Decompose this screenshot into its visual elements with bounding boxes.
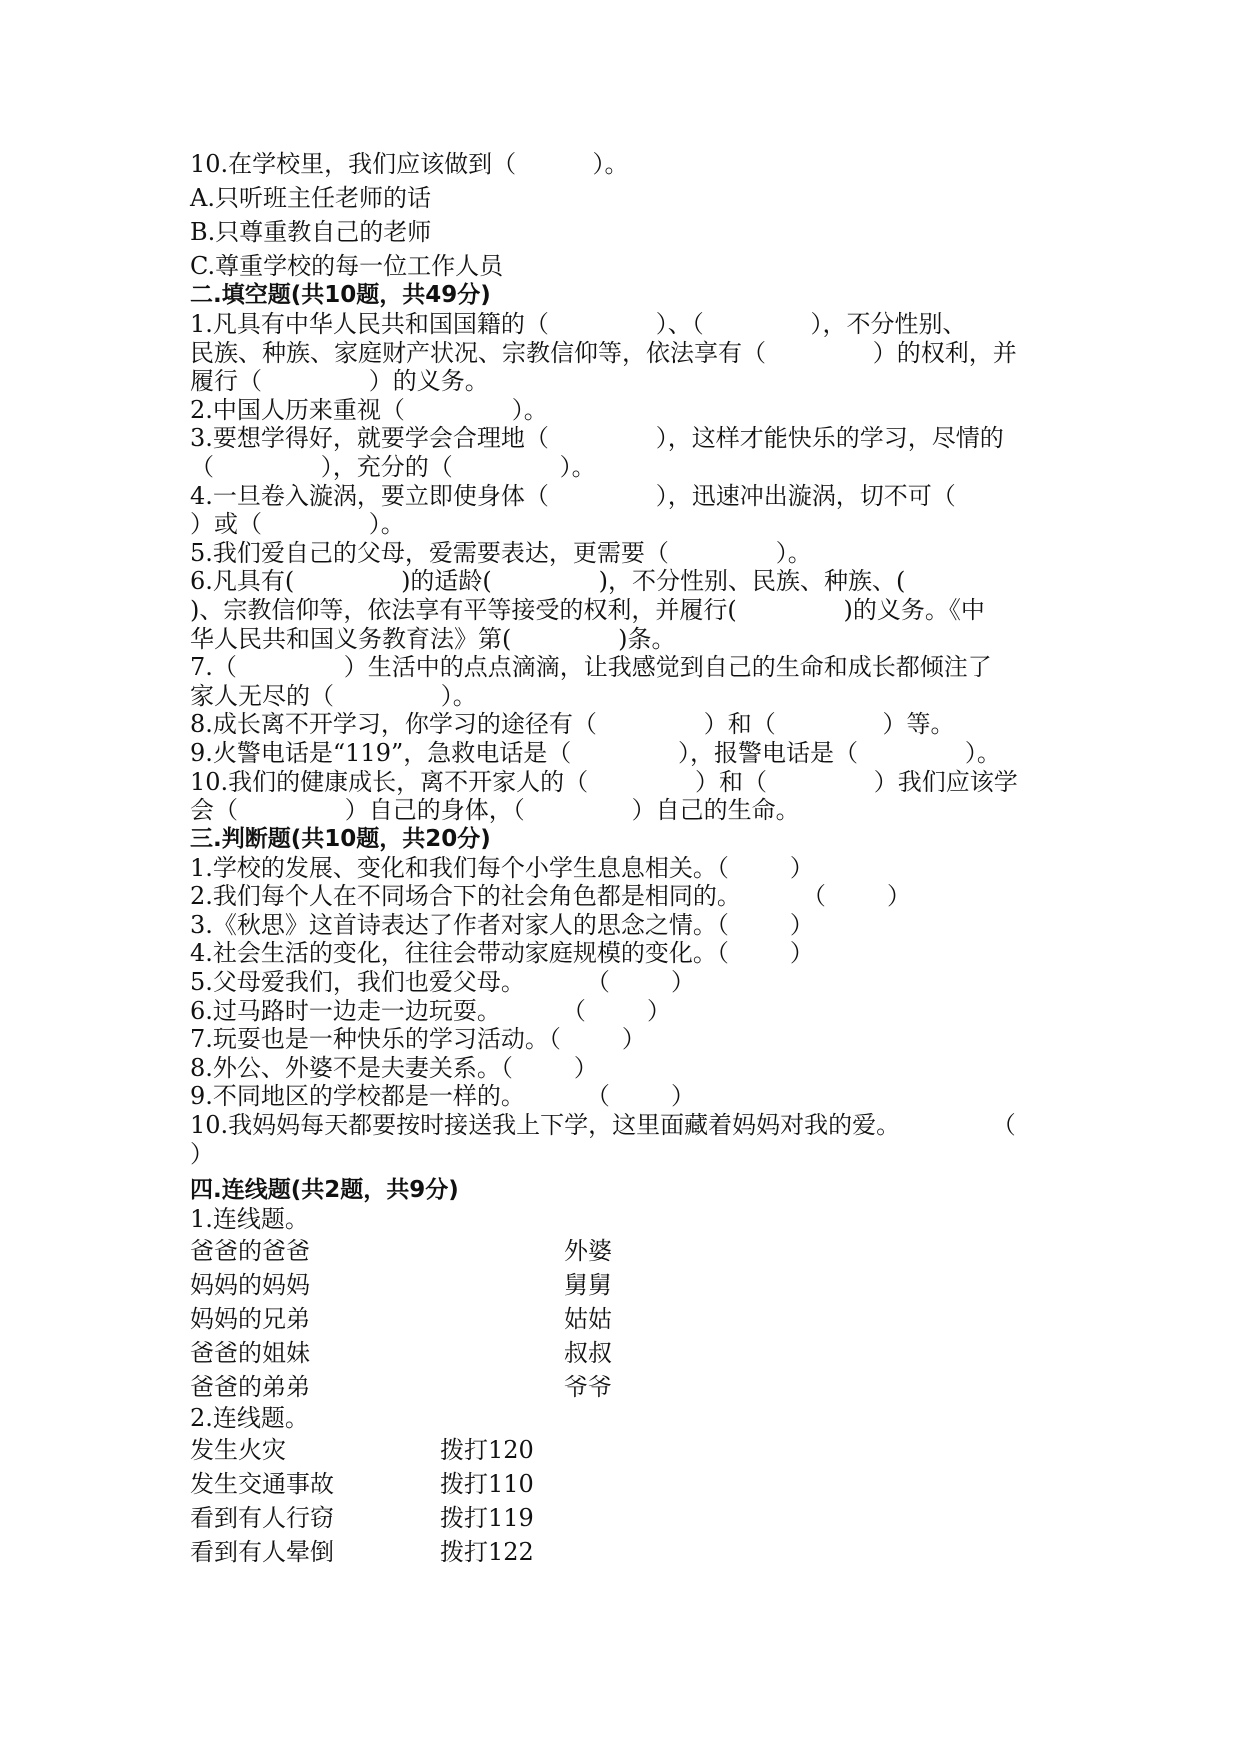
- match-q2-row: [190, 1467, 1070, 1501]
- match-q2-right: 拨打110: [440, 1470, 534, 1499]
- match-q2-right: 拨打120: [440, 1436, 534, 1465]
- mc-option-c: C.尊重学校的每一位工作人员: [190, 252, 504, 280]
- fill-q1-line3: 履行（ ）的义务。: [190, 367, 489, 396]
- match-q2-right: 拨打119: [440, 1504, 534, 1533]
- section-heading-fill: 二.填空题(共10题，共49分): [190, 282, 491, 308]
- mc-option-a: A.只听班主任老师的话: [190, 184, 431, 212]
- fill-question-list: [190, 310, 1070, 825]
- match-q2-title: 2.连线题。: [190, 1404, 309, 1433]
- fill-q1-line1: 1.凡具有中华人民共和国国籍的（ ）、（ ），不分性别、: [190, 310, 967, 338]
- match-q1-row: [190, 1302, 1070, 1336]
- match-q1-right: 舅舅: [564, 1271, 612, 1300]
- match-q1-row: [190, 1336, 1070, 1370]
- match-q2-row: [190, 1501, 1070, 1535]
- fill-q3-line2: （ ），充分的（ ）。: [190, 452, 596, 481]
- match-q1-left: 爸爸的姐妹: [190, 1339, 310, 1368]
- match-q1-left: 爸爸的弟弟: [190, 1373, 310, 1402]
- section-heading-judge: 三.判断题(共10题，共20分): [190, 825, 491, 852]
- match-q1-row: [190, 1268, 1070, 1302]
- judge-q10-line1: 10.我妈妈每天都要按时接送我上下学，这里面藏着妈妈对我的爱。 （: [190, 1111, 1016, 1140]
- judge-q2: 2.我们每个人在不同场合下的社会角色都是相同的。 （ ）: [190, 882, 911, 911]
- fill-q4-line2: ）或（ ）。: [190, 510, 405, 539]
- fill-q6-line3: 华人民共和国义务教育法》第( )条。: [190, 624, 676, 653]
- judge-q9: 9.不同地区的学校都是一样的。 （ ）: [190, 1082, 695, 1111]
- fill-q6-line2: )、宗教信仰等，依法享有平等接受的权利，并履行( )的义务。《中: [190, 595, 985, 624]
- judge-q8: 8.外公、外婆不是夫妻关系。（ ）: [190, 1053, 598, 1082]
- page-content: [190, 150, 1070, 1569]
- judge-q6: 6.过马路时一边走一边玩耍。 （ ）: [190, 996, 671, 1025]
- fill-q10-line1: 10.我们的健康成长，离不开家人的（ ）和（ ）我们应该学: [190, 767, 1018, 796]
- match-q1-left: 妈妈的兄弟: [190, 1305, 310, 1334]
- match-q2-row: [190, 1433, 1070, 1467]
- fill-q10-line2: 会（ ）自己的身体，（ ）自己的生命。: [190, 796, 800, 825]
- match-q2-left: 发生交通事故: [190, 1470, 334, 1499]
- match-q2-row: [190, 1535, 1070, 1569]
- judge-question-list: [190, 854, 1070, 1169]
- section-heading-match: 四.连线题(共2题，共9分): [190, 1177, 459, 1204]
- match-q1-right: 爷爷: [564, 1373, 612, 1402]
- mc-question-10: 10.在学校里，我们应该做到（ ）。: [190, 150, 629, 178]
- fill-q3-line1: 3.要想学得好，就要学会合理地（ ），这样才能快乐的学习，尽情的: [190, 424, 1004, 453]
- match-q1-left: 爸爸的爸爸: [190, 1237, 310, 1266]
- judge-q4: 4.社会生活的变化，往往会带动家庭规模的变化。（ ）: [190, 939, 814, 968]
- judge-q7: 7.玩耍也是一种快乐的学习活动。（ ）: [190, 1025, 646, 1054]
- fill-q6-line1: 6.凡具有( )的适龄( )，不分性别、民族、种族、(: [190, 567, 906, 596]
- fill-q8: 8.成长离不开学习，你学习的途径有（ ）和（ ）等。: [190, 710, 955, 739]
- match-q1-right: 叔叔: [564, 1339, 612, 1368]
- match-q1-row: [190, 1234, 1070, 1268]
- fill-q4-line1: 4.一旦卷入漩涡，要立即使身体（ ），迅速冲出漩涡，切不可（: [190, 481, 956, 510]
- fill-q5: 5.我们爱自己的父母，爱需要表达，更需要（ ）。: [190, 538, 812, 567]
- match-q2-left: 发生火灾: [190, 1436, 286, 1465]
- match-q2-right: 拨打122: [440, 1538, 534, 1567]
- match-q1-right: 姑姑: [564, 1305, 612, 1334]
- match-q2-left: 看到有人行窃: [190, 1504, 334, 1533]
- match-q1-right: 外婆: [564, 1237, 612, 1266]
- match-q2-left: 看到有人晕倒: [190, 1538, 334, 1567]
- fill-q7-line2: 家人无尽的（ ）。: [190, 681, 477, 710]
- match-q1-row: [190, 1370, 1070, 1404]
- match-q1-title: 1.连线题。: [190, 1205, 309, 1234]
- judge-q10-line2: ）: [190, 1139, 214, 1168]
- mc-option-b: B.只尊重教自己的老师: [190, 218, 432, 246]
- fill-q7-line1: 7.（ ）生活中的点点滴滴，让我感觉到自己的生命和成长都倾注了: [190, 653, 992, 682]
- fill-q9: 9.火警电话是“119”，急救电话是（ ），报警电话是（ ）。: [190, 738, 1001, 767]
- judge-q3: 3.《秋思》这首诗表达了作者对家人的思念之情。（ ）: [190, 910, 814, 939]
- match-q1-left: 妈妈的妈妈: [190, 1271, 310, 1300]
- judge-q1: 1.学校的发展、变化和我们每个小学生息息相关。（ ）: [190, 853, 814, 882]
- judge-q5: 5.父母爱我们，我们也爱父母。 （ ）: [190, 968, 695, 997]
- fill-q2: 2.中国人历来重视（ ）。: [190, 395, 548, 424]
- fill-q1-line2: 民族、种族、家庭财产状况、宗教信仰等，依法享有（ ）的权利，并: [190, 338, 1017, 367]
